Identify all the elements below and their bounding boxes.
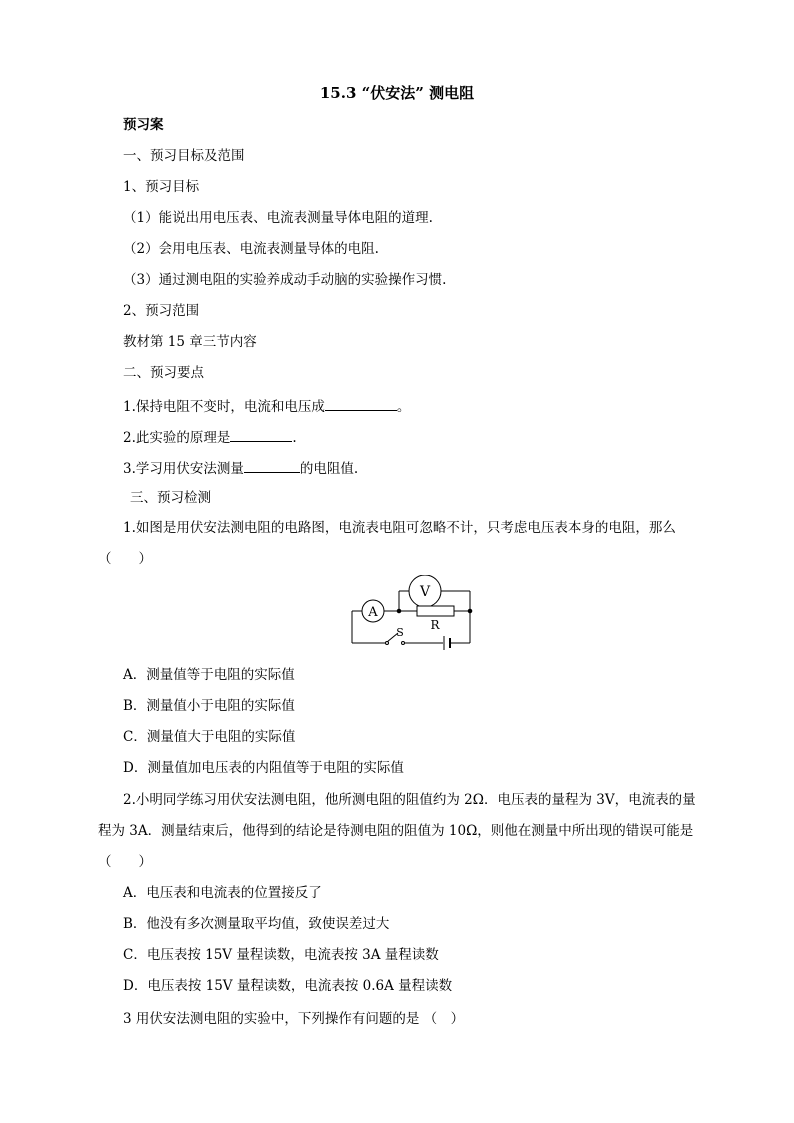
ammeter-label: A bbox=[368, 605, 378, 620]
fill-blank[interactable] bbox=[244, 458, 300, 473]
question-3-stem: 3 用伏安法测电阻的实验中，下列操作有问题的是 （ ） bbox=[123, 1011, 465, 1027]
question-2-stem: 2.小明同学练习用伏安法测电阻，他所测电阻的阻值约为 2Ω．电压表的量程为 3V，电流表的量程为 3A．测量结束后，他得到的结论是待测电阻的阻值为 10Ω，则他在测量中所出现的错误可能是（ ） bbox=[98, 792, 696, 870]
q2-option-c: C．电压表按 15V 量程读数，电流表按 3A 量程读数 bbox=[123, 947, 439, 963]
goal-heading: 1、预习目标 bbox=[123, 179, 200, 195]
fill-blank[interactable] bbox=[325, 396, 397, 411]
range-text: 教材第 15 章三节内容 bbox=[123, 334, 257, 350]
page-title: 15.3 “伏安法” 测电阻 bbox=[319, 84, 475, 102]
goal-2: （2）会用电压表、电流表测量导体的电阻. bbox=[123, 241, 379, 257]
section-heading: 预习案 bbox=[123, 117, 164, 133]
question-1-stem: 1.如图是用伏安法测电阻的电路图，电流表电阻可忽略不计，只考虑电压表本身的电阻，那么（ ） bbox=[98, 520, 676, 567]
circuit-diagram bbox=[340, 575, 480, 650]
goal-3: （3）通过测电阻的实验养成动手动脑的实验操作习惯. bbox=[123, 272, 447, 288]
q1-option-d: D．测量值加电压表的内阻值等于电阻的实际值 bbox=[123, 760, 404, 776]
part1-heading: 一、预习目标及范围 bbox=[123, 148, 245, 164]
q2-option-d: D．电压表按 15V 量程读数，电流表按 0.6A 量程读数 bbox=[123, 978, 453, 994]
q1-option-a: A．测量值等于电阻的实际值 bbox=[123, 667, 295, 683]
part2-heading: 二、预习要点 bbox=[123, 365, 204, 381]
switch-label: S bbox=[396, 626, 404, 639]
point-2: 2.此实验的原理是 . bbox=[123, 427, 297, 447]
goal-1: （1）能说出用电压表、电流表测量导体电阻的道理. bbox=[123, 210, 433, 226]
point-3: 3.学习用伏安法测量 的电阻值. bbox=[123, 458, 358, 478]
resistor-symbol bbox=[417, 606, 454, 616]
point-1: 1.保持电阻不变时，电流和电压成 。 bbox=[123, 396, 410, 416]
q1-option-b: B．测量值小于电阻的实际值 bbox=[123, 698, 295, 714]
q2-option-a: A．电压表和电流表的位置接反了 bbox=[123, 885, 322, 901]
voltmeter-label: V bbox=[419, 584, 431, 600]
q2-option-b: B．他没有多次测量取平均值，致使误差过大 bbox=[123, 916, 390, 932]
resistor-label: R bbox=[430, 618, 440, 632]
range-heading: 2、预习范围 bbox=[123, 303, 200, 319]
part3-heading: 三、预习检测 bbox=[130, 490, 211, 506]
fill-blank[interactable] bbox=[230, 427, 292, 442]
q1-option-c: C．测量值大于电阻的实际值 bbox=[123, 729, 296, 745]
